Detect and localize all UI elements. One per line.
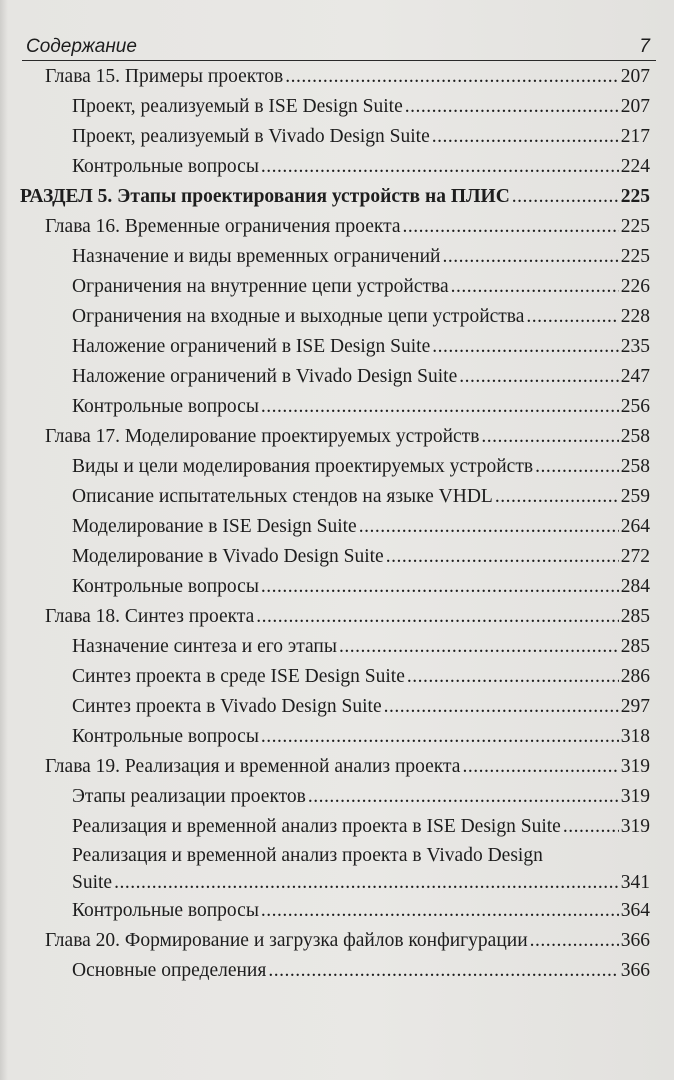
toc-entry-title: Описание испытательных стендов на языке VHDL bbox=[72, 486, 493, 507]
toc-section bbox=[0, 182, 674, 212]
toc-subsection bbox=[0, 272, 674, 302]
toc-page-number: 225 bbox=[620, 216, 650, 237]
toc-entry-title: Контрольные вопросы bbox=[72, 900, 259, 921]
toc-subsection bbox=[0, 242, 674, 272]
toc-entry-title: Основные определения bbox=[72, 960, 267, 981]
toc-subsection bbox=[0, 572, 674, 602]
toc-entry-title: Глава 20. Формирование и загрузка файлов конфигурации bbox=[45, 930, 528, 951]
toc-leader-dots bbox=[526, 302, 618, 332]
toc-entry-title: Ограничения на входные и выходные цепи устройства bbox=[72, 306, 525, 327]
toc-entry-title: Этапы реализации проектов bbox=[72, 786, 306, 807]
toc-entry-title: Глава 15. Примеры проектов bbox=[45, 66, 284, 87]
toc-entry-title: Контрольные вопросы bbox=[72, 726, 259, 747]
toc-subsection bbox=[0, 332, 674, 362]
toc-page-number: 297 bbox=[620, 696, 650, 717]
toc-leader-dots bbox=[451, 272, 619, 302]
toc-page-number: 258 bbox=[620, 426, 650, 447]
toc-chapter bbox=[0, 752, 674, 782]
table-of-contents bbox=[0, 62, 674, 986]
toc-page-number: 319 bbox=[620, 786, 650, 807]
toc-subsection bbox=[0, 302, 674, 332]
toc-leader-dots bbox=[268, 956, 618, 986]
toc-entry-title: Виды и цели моделирования проектируемых устройств bbox=[72, 456, 534, 477]
toc-leader-dots bbox=[462, 752, 618, 782]
toc-leader-dots bbox=[405, 92, 619, 122]
toc-entry-title: Ограничения на внутренние цепи устройства bbox=[72, 276, 449, 297]
toc-page-number: 258 bbox=[620, 456, 650, 477]
toc-page-number: 226 bbox=[620, 276, 650, 297]
toc-subsection bbox=[0, 692, 674, 722]
toc-entry-title: Проект, реализуемый в Vivado Design Suite bbox=[72, 126, 430, 147]
toc-leader-dots bbox=[261, 896, 619, 926]
toc-page-number: 364 bbox=[620, 900, 650, 921]
toc-entry-title: Реализация и временной анализ проекта в ISE Design Suite bbox=[72, 816, 561, 837]
header-page-number: 7 bbox=[639, 36, 650, 57]
toc-leader-dots bbox=[481, 422, 618, 452]
toc-leader-dots bbox=[261, 152, 619, 182]
toc-page-number: 284 bbox=[620, 576, 650, 597]
toc-chapter bbox=[0, 62, 674, 92]
toc-chapter bbox=[0, 212, 674, 242]
toc-page-number: 217 bbox=[620, 126, 650, 147]
toc-subsection bbox=[0, 122, 674, 152]
toc-page-number: 224 bbox=[620, 156, 650, 177]
toc-page-number: 264 bbox=[620, 516, 650, 537]
toc-entry-title: Моделирование в Vivado Design Suite bbox=[72, 546, 384, 567]
toc-entry-title: Синтез проекта в среде ISE Design Suite bbox=[72, 666, 405, 687]
toc-subsection bbox=[0, 812, 674, 842]
toc-subsection bbox=[0, 392, 674, 422]
toc-entry-title: Контрольные вопросы bbox=[72, 576, 259, 597]
toc-leader-dots bbox=[432, 332, 618, 362]
toc-entry-title: Наложение ограничений в ISE Design Suite bbox=[72, 336, 431, 357]
toc-subsection bbox=[0, 722, 674, 752]
toc-subsection bbox=[0, 542, 674, 572]
toc-leader-dots bbox=[261, 572, 619, 602]
toc-leader-dots bbox=[256, 602, 618, 632]
toc-page-number: 235 bbox=[620, 336, 650, 357]
toc-entry-continuation bbox=[72, 869, 650, 896]
toc-leader-dots bbox=[339, 632, 619, 662]
toc-leader-dots bbox=[261, 392, 619, 422]
toc-leader-dots bbox=[530, 926, 619, 956]
toc-entry-title: Глава 19. Реализация и временной анализ проекта bbox=[45, 756, 461, 777]
toc-subsection bbox=[0, 92, 674, 122]
toc-page-number: 207 bbox=[620, 66, 650, 87]
toc-subsection bbox=[0, 152, 674, 182]
toc-chapter bbox=[0, 926, 674, 956]
toc-page-number: 225 bbox=[620, 246, 650, 267]
toc-subsection bbox=[0, 482, 674, 512]
toc-page-number: 272 bbox=[620, 546, 650, 567]
toc-page-number: 207 bbox=[620, 96, 650, 117]
toc-subsection bbox=[0, 782, 674, 812]
toc-page-number: 225 bbox=[620, 186, 650, 207]
toc-entry-title: Контрольные вопросы bbox=[72, 156, 259, 177]
toc-page-number: 341 bbox=[620, 872, 650, 893]
toc-entry-title: Назначение синтеза и его этапы bbox=[72, 636, 337, 657]
toc-chapter bbox=[0, 602, 674, 632]
toc-entry-title: Проект, реализуемый в ISE Design Suite bbox=[72, 96, 403, 117]
toc-leader-dots bbox=[261, 722, 619, 752]
toc-subsection bbox=[0, 842, 674, 896]
toc-leader-dots bbox=[114, 869, 619, 896]
toc-entry-title: Глава 16. Временные ограничения проекта bbox=[45, 216, 401, 237]
toc-leader-dots bbox=[359, 512, 619, 542]
toc-leader-dots bbox=[432, 122, 619, 152]
toc-leader-dots bbox=[308, 782, 619, 812]
toc-entry-title: РАЗДЕЛ 5. Этапы проектирования устройств на ПЛИС bbox=[20, 186, 510, 207]
toc-entry-title: Глава 18. Синтез проекта bbox=[45, 606, 255, 627]
toc-leader-dots bbox=[403, 212, 619, 242]
toc-entry-title: Реализация и временной анализ проекта в Vivado Design bbox=[72, 845, 543, 866]
toc-subsection bbox=[0, 632, 674, 662]
toc-page-number: 366 bbox=[620, 960, 650, 981]
toc-leader-dots bbox=[495, 482, 619, 512]
toc-leader-dots bbox=[407, 662, 619, 692]
toc-entry-title: Назначение и виды временных ограничений bbox=[72, 246, 441, 267]
toc-entry-title: Глава 17. Моделирование проектируемых устройств bbox=[45, 426, 480, 447]
toc-entry-title: Синтез проекта в Vivado Design Suite bbox=[72, 696, 382, 717]
toc-leader-dots bbox=[535, 452, 619, 482]
toc-entry-title: Контрольные вопросы bbox=[72, 396, 259, 417]
toc-page-number: 247 bbox=[620, 366, 650, 387]
toc-leader-dots bbox=[386, 542, 619, 572]
toc-entry-title: Моделирование в ISE Design Suite bbox=[72, 516, 357, 537]
toc-subsection bbox=[0, 512, 674, 542]
toc-leader-dots bbox=[459, 362, 619, 392]
toc-leader-dots bbox=[563, 812, 619, 842]
toc-subsection bbox=[0, 896, 674, 926]
toc-subsection bbox=[0, 362, 674, 392]
toc-page-number: 319 bbox=[620, 756, 650, 777]
toc-leader-dots bbox=[384, 692, 619, 722]
running-header bbox=[22, 34, 656, 61]
toc-page-number: 285 bbox=[620, 606, 650, 627]
toc-subsection bbox=[0, 452, 674, 482]
toc-page-number: 256 bbox=[620, 396, 650, 417]
toc-page-number: 366 bbox=[620, 930, 650, 951]
toc-leader-dots bbox=[442, 242, 618, 272]
toc-leader-dots bbox=[512, 182, 619, 212]
header-title: Содержание bbox=[26, 36, 137, 57]
toc-page-number: 228 bbox=[620, 306, 650, 327]
toc-page-number: 259 bbox=[620, 486, 650, 507]
toc-leader-dots bbox=[285, 62, 619, 92]
toc-page-number: 318 bbox=[620, 726, 650, 747]
toc-subsection bbox=[0, 662, 674, 692]
toc-chapter bbox=[0, 422, 674, 452]
toc-entry-title: Наложение ограничений в Vivado Design Suite bbox=[72, 366, 458, 387]
toc-page-number: 319 bbox=[620, 816, 650, 837]
toc-page-number: 285 bbox=[620, 636, 650, 657]
toc-subsection bbox=[0, 956, 674, 986]
toc-page-number: 286 bbox=[620, 666, 650, 687]
toc-entry-title-continuation: Suite bbox=[72, 872, 113, 893]
